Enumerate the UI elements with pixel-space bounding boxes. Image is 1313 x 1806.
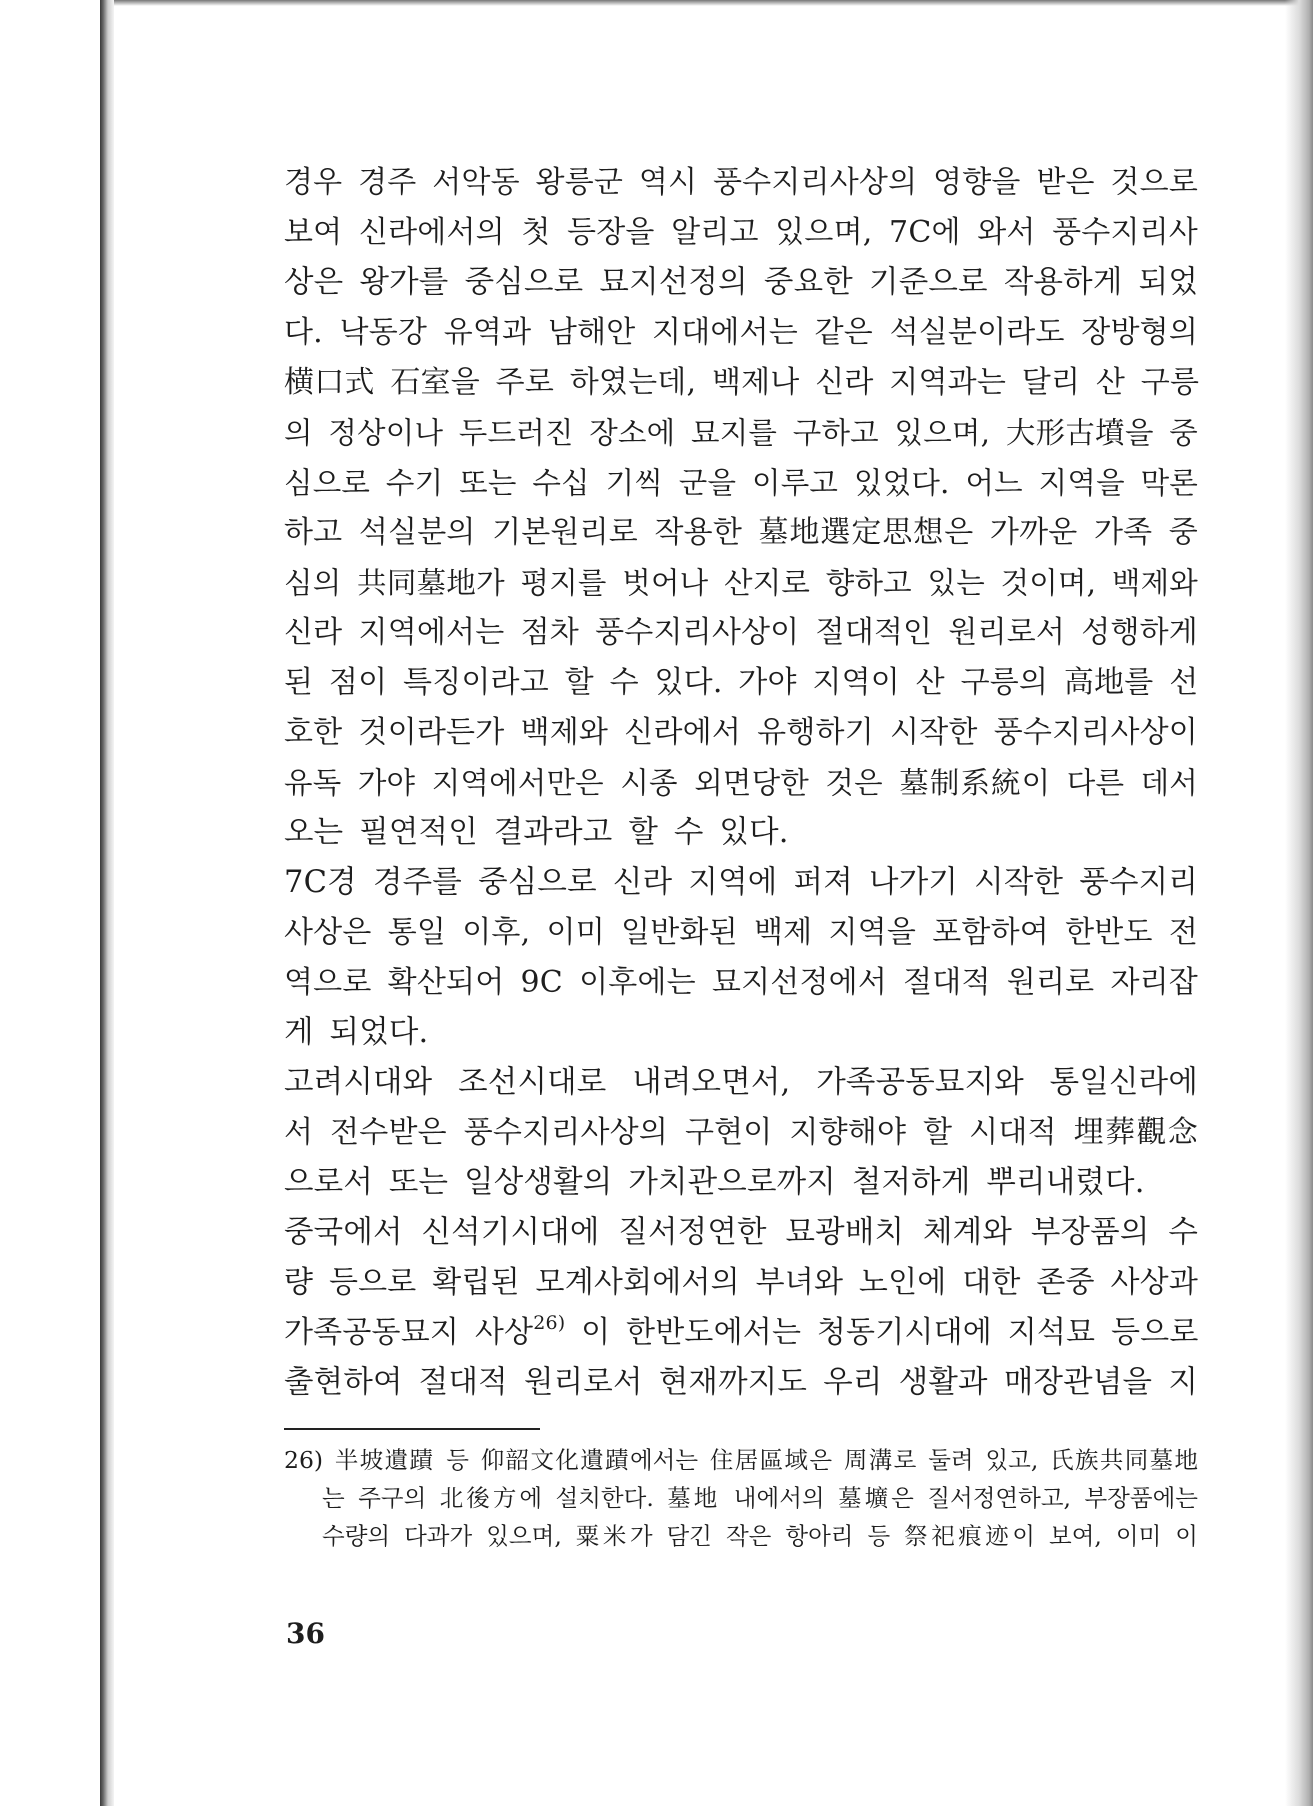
footnote-line: 26) 半坡遺蹟 등 仰韶文化遺蹟에서는 住居區域은 周溝로 둘려 있고, 氏族共同墓地 xyxy=(284,1446,1198,1474)
body-line: 게 되었다. xyxy=(284,1015,429,1050)
body-line: 심의 共同墓地가 평지를 벗어나 산지로 향하고 있는 것이며, 백제와 xyxy=(284,566,1198,600)
body-line-with-footnote xyxy=(284,1308,1198,1358)
footnote-ref[interactable]: 26) xyxy=(533,1312,566,1334)
body-line: 으로서 또는 일상생활의 가치관으로까지 철저하게 뿌리내렸다. xyxy=(284,1165,1145,1200)
body-line: 오는 필연적인 결과라고 할 수 있다. xyxy=(284,815,789,850)
body-line: 7C경 경주를 중심으로 신라 지역에 퍼져 나가기 시작한 풍수지리 xyxy=(284,865,1198,900)
body-line: 중국에서 신석기시대에 질서정연한 묘광배치 체계와 부장품의 수 xyxy=(284,1215,1198,1250)
page-curl-shadow xyxy=(1285,0,1313,1806)
body-line: 된 점이 특징이라고 할 수 있다. 가야 지역이 산 구릉의 高地를 선 xyxy=(284,665,1199,700)
body-line: 경우 경주 서악동 왕릉군 역시 풍수지리사상의 영향을 받은 것으로 xyxy=(284,165,1198,200)
body-line: 역으로 확산되어 9C 이후에는 묘지선정에서 절대적 원리로 자리잡 xyxy=(284,965,1198,1000)
body-line: 하고 석실분의 기본원리로 작용한 墓地選定思想은 가까운 가족 중 xyxy=(284,515,1198,550)
body-line: 의 정상이나 두드러진 장소에 묘지를 구하고 있으며, 大形古墳을 중 xyxy=(284,416,1198,450)
page-number: 36 xyxy=(286,1617,325,1650)
footnotes xyxy=(284,1441,1198,1555)
body-line: 사상은 통일 이후, 이미 일반화된 백제 지역을 포함하여 한반도 전 xyxy=(284,915,1198,950)
footnote-line: 는 주구의 北後方에 설치한다. 墓地 내에서의 墓壙은 질서정연하고, 부장품에는 xyxy=(322,1484,1198,1512)
body-line: 유독 가야 지역에서만은 시종 외면당한 것은 墓制系統이 다른 데서 xyxy=(284,766,1198,800)
body-line: 신라 지역에서는 점차 풍수지리사상이 절대적인 원리로서 성행하게 xyxy=(284,615,1198,650)
body-line: 출현하여 절대적 원리로서 현재까지도 우리 생활과 매장관념을 지 xyxy=(284,1365,1198,1400)
line-head: 가족공동묘지 사상 xyxy=(284,1315,534,1350)
body-line: 서 전수받은 풍수지리사상의 구현이 지향해야 할 시대적 埋葬觀念 xyxy=(284,1115,1198,1150)
page-spine-edge xyxy=(100,0,114,1806)
page-top-edge xyxy=(100,0,1313,6)
body-line: 다. 낙동강 유역과 남해안 지대에서는 같은 석실분이라도 장방형의 xyxy=(284,315,1198,350)
body-line: 고려시대와 조선시대로 내려오면서, 가족공동묘지와 통일신라에 xyxy=(284,1065,1198,1100)
footnote-divider xyxy=(284,1428,540,1430)
body-line: 호한 것이라든가 백제와 신라에서 유행하기 시작한 풍수지리사상이 xyxy=(284,715,1198,750)
body-line: 심으로 수기 또는 수십 기씩 군을 이루고 있었다. 어느 지역을 막론 xyxy=(284,466,1198,500)
body-line: 량 등으로 확립된 모계사회에서의 부녀와 노인에 대한 존중 사상과 xyxy=(284,1265,1198,1300)
body-text xyxy=(284,158,1198,1408)
footnote-line: 수량의 다과가 있으며, 粟米가 담긴 작은 항아리 등 祭祀痕迹이 보여, 이미 이 xyxy=(322,1522,1198,1550)
line-tail: 이 한반도에서는 청동기시대에 지석묘 등으로 xyxy=(581,1315,1199,1350)
body-line: 横口式 石室을 주로 하였는데, 백제나 신라 지역과는 달리 산 구릉 xyxy=(284,365,1200,400)
body-line: 보여 신라에서의 첫 등장을 알리고 있으며, 7C에 와서 풍수지리사 xyxy=(284,215,1198,250)
body-line: 상은 왕가를 중심으로 묘지선정의 중요한 기준으로 작용하게 되었 xyxy=(284,265,1198,300)
